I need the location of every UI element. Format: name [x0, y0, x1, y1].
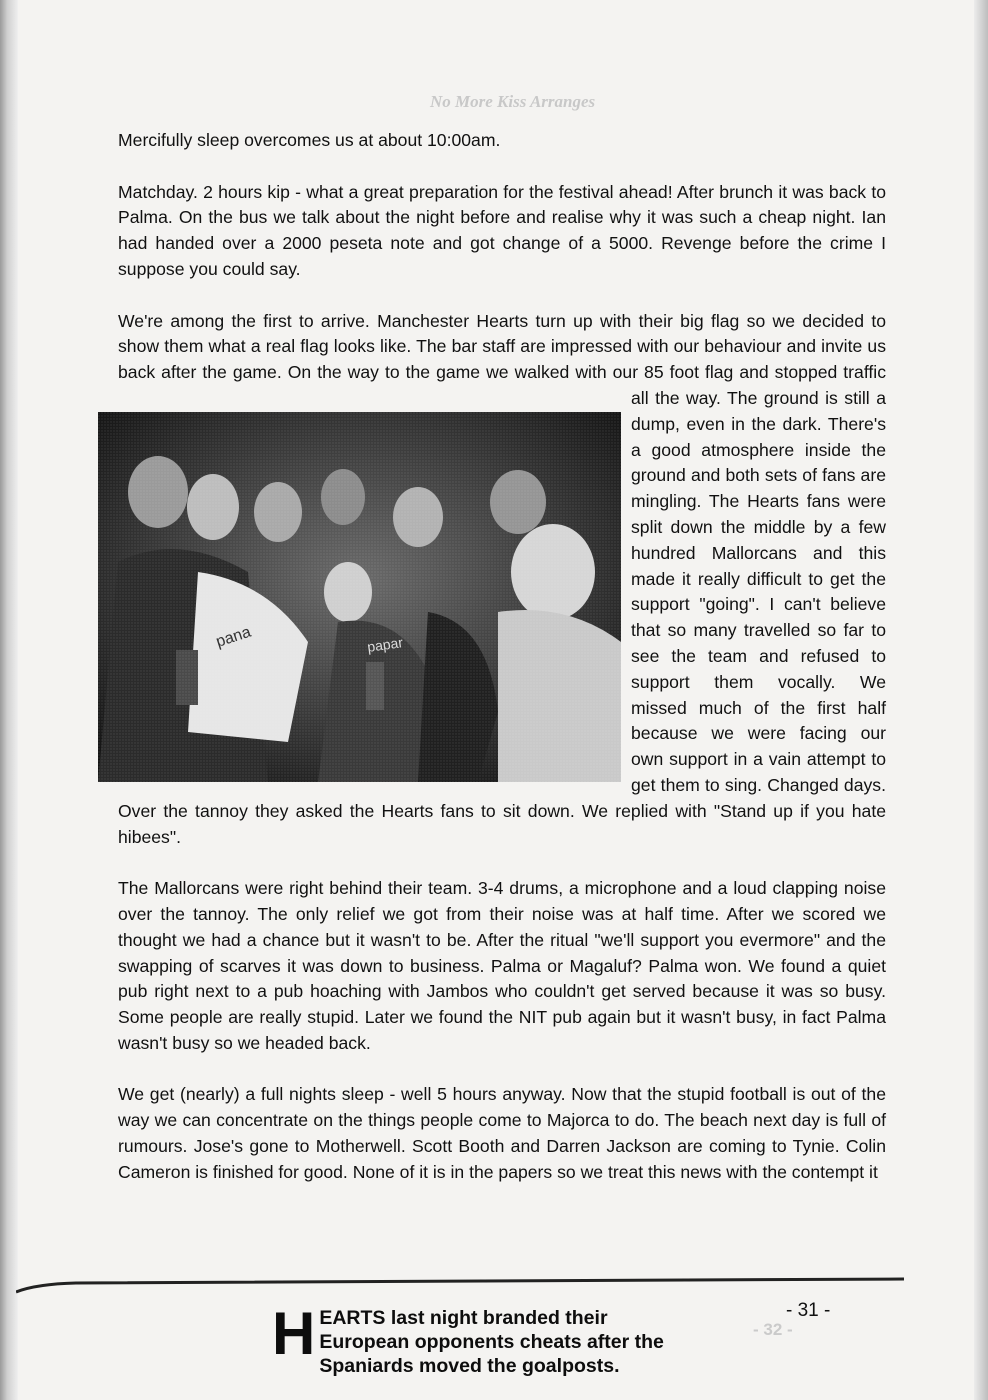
shirt-text-2: papar [366, 633, 404, 655]
paragraph-3-text: We're among the first to arrive. Manchester Hearts turn up with their big flag so we decided to show them what a real flag looks like. The bar staff are impressed with our behaviour and invite us back after the game. On the way to the game we walked with our 85 foot flag and stopped traffic all the way. The ground is still a dump, even in the dark. There's a good atmosphere inside the ground and both sets of fans are mingling. The Hearts fans were split down the middle by a few hundred Mallorcans and this made it really difficult to get the support "going". I can't believe that so many travelled so far to see the team and refused to support them vocally. We missed much of the first half because we were facing our own support in a vain attempt to get them to sing. Changed days. Over the tannoy they asked the Hearts fans to sit down. We replied with "Stand up if you hate hibees". [118, 310, 886, 847]
page-binding-shadow [0, 0, 18, 1400]
show-through-title: No More Kiss Arranges [430, 92, 596, 111]
headline-text: EARTS last night branded their European opponents cheats after the Spaniards moved the goalposts. [319, 1307, 664, 1377]
paragraph-1: Mercifully sleep overcomes us at about 10:00am. [118, 130, 501, 150]
paragraph-5: We get (nearly) a full nights sleep - well 5 hours anyway. Now that the stupid football is out of the way we can concentrate on the things people come to Majorca to do. The beach next day is full of rumours. Jose's gone to Motherwell. Scott Booth and Darren Jackson are coming to Tynie. Colin Cameron is finished for good. None of it is in the papers so we treat this news with the contempt it [118, 1084, 886, 1182]
headline-dropcap: H [272, 1300, 316, 1367]
fans-photo [98, 412, 621, 782]
fans-photo-illustration [98, 412, 621, 782]
footer-rule [16, 1274, 904, 1296]
shirt-text-1: pana [213, 623, 254, 651]
show-through-page-number: - 32 - [753, 1320, 793, 1339]
article-body [118, 128, 886, 1211]
paragraph-4: The Mallorcans were right behind their team. 3-4 drums, a microphone and a loud clapping noise over the tannoy. The only relief we got from their noise was at half time. After we scored we thought we had a chance but it wasn't to be. After the ritual "we'll support you evermore" and the swapping of scarves it was down to business. Palma or Magaluf? Palma won. We found a quiet pub right next to a pub hoaching with Jambos who couldn't get served because it was so busy. Some people are really stupid. Later we found the NIT pub again but it wasn't busy, in fact Palma wasn't busy so we headed back. [118, 878, 886, 1053]
newspaper-clipping-headline [272, 1300, 692, 1378]
page-edge-shadow [974, 0, 988, 1400]
paragraph-3 [118, 309, 886, 851]
page-number: - 31 - [786, 1300, 831, 1321]
paragraph-2: Matchday. 2 hours kip - what a great preparation for the festival ahead! After brunch it was back to Palma. On the bus we talk about the night before and realise why it was such a cheap night. Ian had handed over a 2000 peseta note and got change of a 5000. Revenge before the crime I suppose you could say. [118, 181, 886, 279]
